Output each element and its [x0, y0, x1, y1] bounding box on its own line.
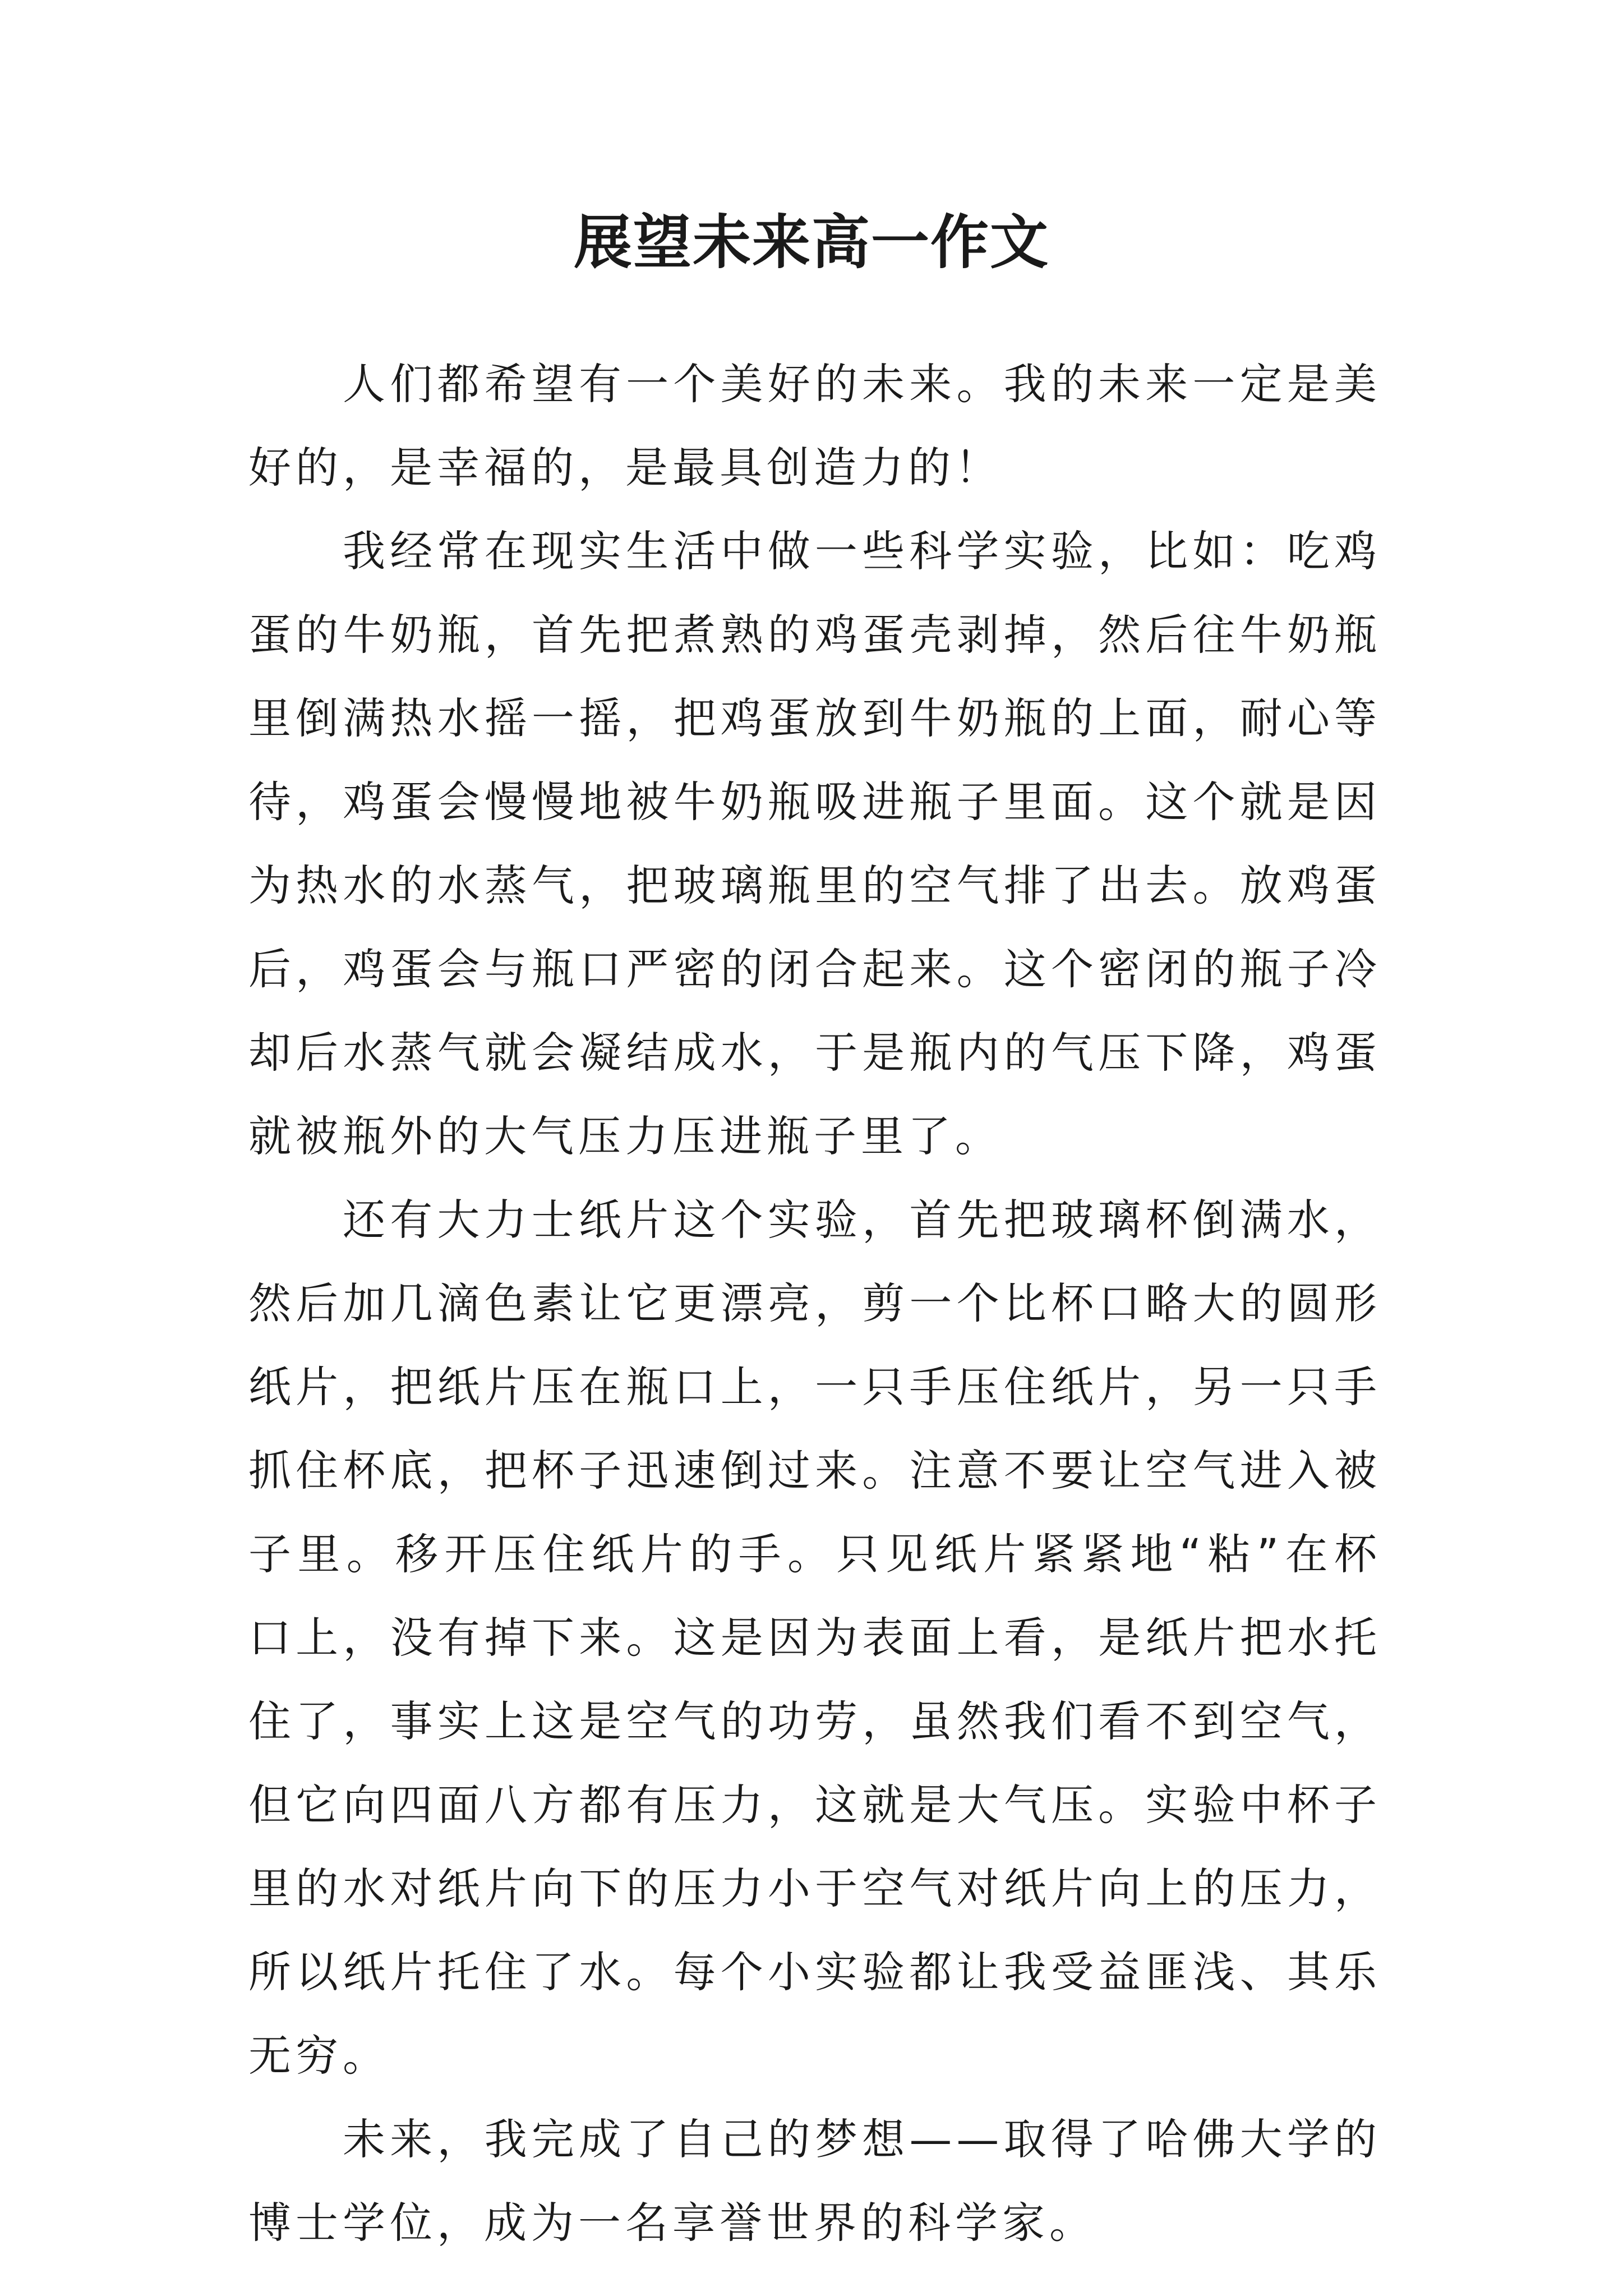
paragraph-2: 我经常在现实生活中做一些科学实验，比如：吃鸡蛋的牛奶瓶，首先把煮熟的鸡蛋壳剥掉，然后往牛奶瓶里倒满热水摇一摇，把鸡蛋放到牛奶瓶的上面，耐心等待，鸡蛋会慢慢地被牛奶瓶吸进瓶子里面。这个就是因为热水的水蒸气，把玻璃瓶里的空气排了出去。放鸡蛋后，鸡蛋会与瓶口严密的闭合起来。这个密闭的瓶子冷却后水蒸气就会凝结成水，于是瓶内的气压下降，鸡蛋就被瓶外的大气压力压进瓶子里了。	[248, 526, 1381, 1161]
paragraph-3: 还有大力士纸片这个实验，首先把玻璃杯倒满水，然后加几滴色素让它更漂亮，剪一个比杯口略大的圆形纸片，把纸片压在瓶口上，一只手压住纸片，另一只手抓住杯底，把杯子迅速倒过来。注意不要让空气进入被子里。移开压住纸片的手。只见纸片紧紧地“粘”在杯口上，没有掉下来。这是因为表面上看，是纸片把水托住了，事实上这是空气的功劳，虽然我们看不到空气，但它向四面八方都有压力，这就是大气压。实验中杯子里的水对纸片向下的压力小于空气对纸片向上的压力，所以纸片托住了水。每个小实验都让我受益匪浅、其乐无穷。	[248, 1195, 1381, 2081]
document-title: 展望未来高一作文	[573, 208, 1049, 277]
paragraph-1: 人们都希望有一个美好的未来。我的未来一定是美好的，是幸福的，是最具创造力的！	[248, 359, 1381, 493]
paragraph-4: 未来，我完成了自己的梦想——取得了哈佛大学的博士学位，成为一名享誉世界的科学家。	[248, 2114, 1381, 2248]
document-body	[248, 342, 1381, 2265]
